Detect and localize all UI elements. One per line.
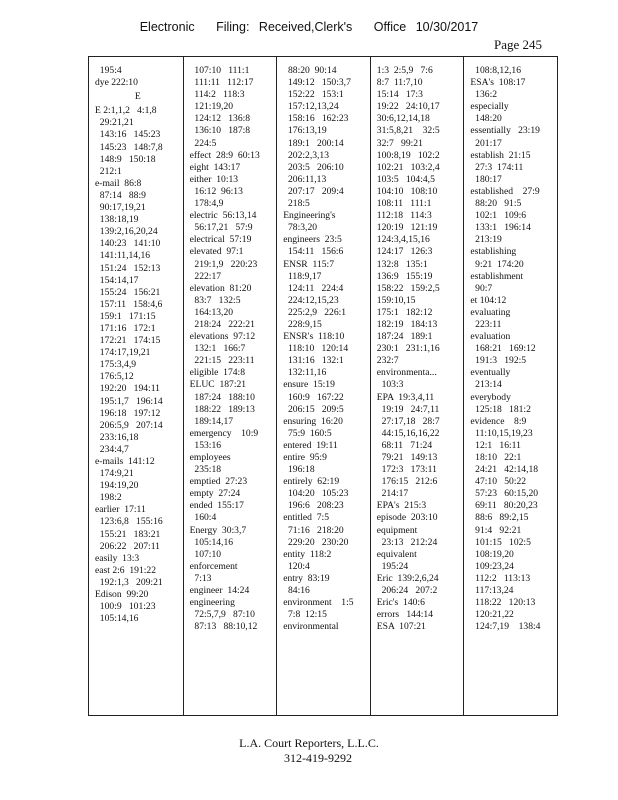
index-entry: enforcement xyxy=(189,560,238,572)
index-entry: 19:22 24:10,17 xyxy=(376,101,440,113)
index-entry: essentially 23:19 xyxy=(470,125,540,137)
index-entry: 158:22 159:2,5 xyxy=(376,282,440,294)
index-entry: 172:21 174:15 xyxy=(95,335,161,347)
index-entry: emergency 10:9 xyxy=(189,427,259,439)
index-entry: 11:10,15,19,23 xyxy=(470,427,533,439)
index-entry: 157:11 158:4,6 xyxy=(95,298,163,310)
index-entry: 120:21,22 xyxy=(470,609,514,621)
index-entry: 103:5 104:4,5 xyxy=(376,173,435,185)
index-entry: empty 27:24 xyxy=(189,488,241,500)
index-entry: 44:15,16,16,22 xyxy=(376,427,440,439)
index-entry: 160:9 167:22 xyxy=(283,391,344,403)
index-entry: Engineering's xyxy=(283,210,336,222)
index-entry: 124:17 126:3 xyxy=(376,246,433,258)
index-entry: 136:10 187:8 xyxy=(189,125,251,137)
index-entry: 120:19 121:19 xyxy=(376,222,438,234)
index-entry: 196:18 197:12 xyxy=(95,407,161,419)
index-entry: 131:16 132:1 xyxy=(283,355,344,367)
index-entry: 164:13,20 xyxy=(189,306,234,318)
header-date: 10/30/2017 xyxy=(415,20,479,34)
index-entry: eventually xyxy=(470,367,511,379)
index-entry: Eric's 140:6 xyxy=(376,597,425,609)
index-entry: 214:17 xyxy=(376,488,409,500)
index-entry: 158:16 162:23 xyxy=(283,113,349,125)
index-entry: elevated 97:1 xyxy=(189,246,244,258)
index-entry: 139:2,16,20,24 xyxy=(95,226,158,238)
index-entry: engineers 23:5 xyxy=(283,234,342,246)
index-entry: effect 28:9 60:13 xyxy=(189,149,260,161)
index-entry: 100:8,19 102:2 xyxy=(376,149,440,161)
index-entry: 112:2 113:13 xyxy=(470,572,531,584)
index-entry: 78:3,20 xyxy=(283,222,318,234)
index-entry: established 27:9 xyxy=(470,185,540,197)
index-entry: especially xyxy=(470,101,509,113)
index-entry: 7:13 xyxy=(189,572,212,584)
index-entry: 100:9 101:23 xyxy=(95,601,156,613)
index-entry: 69:11 80:20,23 xyxy=(470,500,538,512)
index-entry: 203:5 206:10 xyxy=(283,161,344,173)
filing-header xyxy=(0,20,618,34)
index-entry: 218:5 xyxy=(283,198,310,210)
index-entry: 57:23 60:15,20 xyxy=(470,488,539,500)
index-entry: 153:16 xyxy=(189,439,222,451)
index-entry: 224:5 xyxy=(189,137,217,149)
header-filing: Filing: xyxy=(216,20,250,34)
index-entry: entered 19:11 xyxy=(283,439,338,451)
page-number: Page 245 xyxy=(494,37,543,52)
index-entry: 192:1,3 209:21 xyxy=(95,576,163,588)
index-entry: 148:20 xyxy=(470,113,502,125)
index-entry: east 2:6 191:22 xyxy=(95,564,157,576)
index-entry: episode 203:10 xyxy=(376,512,438,524)
index-entry: employees xyxy=(189,452,231,463)
index-entry: 219:1,9 220:23 xyxy=(189,258,258,270)
index-entry: 108:11 111:1 xyxy=(376,198,432,210)
index-entry: 75:9 160:5 xyxy=(283,427,332,439)
index-entry: ENSR's 118:10 xyxy=(283,331,345,343)
index-entry: 229:20 230:20 xyxy=(283,536,349,548)
index-entry: 228:9,15 xyxy=(283,318,322,330)
index-entry: 136:9 155:19 xyxy=(376,270,433,282)
index-entry: Edison 99:20 xyxy=(95,589,149,601)
index-entry: 182:19 184:13 xyxy=(376,318,438,330)
index-entry: entity 118:2 xyxy=(283,548,332,560)
index-entry: 172:3 173:11 xyxy=(376,464,437,476)
index-entry: ESA 107:21 xyxy=(376,621,426,633)
index-entry: 125:18 181:2 xyxy=(470,403,531,415)
index-entry: 90:17,19,21 xyxy=(95,202,146,214)
index-entry: 111:11 112:17 xyxy=(189,77,254,89)
index-entry: elevations 97:12 xyxy=(189,331,256,343)
index-entry: 101:15 102:5 xyxy=(470,536,531,548)
index-entry: establishing xyxy=(470,246,517,258)
index-entry: elevation 81:20 xyxy=(189,282,252,294)
header-office: Office xyxy=(373,20,407,34)
index-entry: eligible 174:8 xyxy=(189,367,246,379)
index-entry: 132:1 166:7 xyxy=(189,343,246,355)
index-entry: 79:21 149:13 xyxy=(376,452,438,463)
index-entry: 132:11,16 xyxy=(283,367,327,379)
index-entry: emptied 27:23 xyxy=(189,476,248,488)
header-received: Received,Clerk's xyxy=(258,20,353,34)
index-entry: 136:2 xyxy=(470,89,498,101)
index-entry: 124:11 224:4 xyxy=(283,282,344,294)
index-entry: EPA 19:3,4,11 xyxy=(376,391,435,403)
index-entry: 88:20 91:5 xyxy=(470,198,522,210)
index-entry: 107:10 111:1 xyxy=(189,65,250,76)
index-entry: ENSR 115:7 xyxy=(283,258,335,270)
index-entry: 30:6,12,14,18 xyxy=(376,113,430,125)
index-entry: 160:4 xyxy=(189,512,217,524)
index-entry: 23:13 212:24 xyxy=(376,536,438,548)
index-entry: engineering xyxy=(189,597,235,609)
index-entry: 141:11,14,16 xyxy=(95,250,151,262)
index-entry: equipment xyxy=(376,524,418,536)
index-entry: 68:11 71:24 xyxy=(376,439,433,451)
index-entry: environment 1:5 xyxy=(283,597,354,609)
index-entry: 107:10 xyxy=(189,548,222,560)
index-entry: 24:21 42:14,18 xyxy=(470,464,539,476)
index-entry: 87:13 88:10,12 xyxy=(189,621,258,633)
index-column-5 xyxy=(463,57,557,715)
index-entry: establishment xyxy=(470,270,524,282)
index-entry: 187:24 188:10 xyxy=(189,391,255,403)
index-entry: earlier 17:11 xyxy=(95,504,146,516)
index-entry: 18:10 22:1 xyxy=(470,452,522,463)
index-entry: ensuring 16:20 xyxy=(283,415,343,427)
index-entry: 121:19,20 xyxy=(189,101,234,113)
index-entry: 187:24 189:1 xyxy=(376,331,433,343)
index-entry: 140:23 141:10 xyxy=(95,238,161,250)
index-entry: 12:1 16:11 xyxy=(470,439,521,451)
index-entry: 151:24 152:13 xyxy=(95,262,161,274)
index-entry: 202:2,3,13 xyxy=(283,149,330,161)
index-entry: 176:5,12 xyxy=(95,371,134,383)
index-entry: 191:3 192:5 xyxy=(470,355,527,367)
index-entry: 206:11,13 xyxy=(283,173,327,185)
index-entry: everybody xyxy=(470,391,511,403)
index-entry: 47:10 50:22 xyxy=(470,476,527,488)
index-entry: 84:16 xyxy=(283,585,310,597)
index-entry: 143:16 145:23 xyxy=(95,129,161,141)
index-entry: 225:2,9 226:1 xyxy=(283,306,347,318)
index-entry: 196:18 xyxy=(283,464,315,476)
index-entry: 104:10 108:10 xyxy=(376,185,438,197)
index-entry: evaluating xyxy=(470,306,511,318)
index-column-4 xyxy=(370,57,464,715)
index-entry: engineer 14:24 xyxy=(189,585,250,597)
index-entry: 7:8 12:15 xyxy=(283,609,327,621)
index-entry: 88:20 90:14 xyxy=(283,65,337,76)
index-entry: E 2:1,1,2 4:1,8 xyxy=(95,105,157,117)
index-entry: dye 222:10 xyxy=(95,77,138,89)
index-entry: 195:4 xyxy=(95,65,122,76)
index-entry: 168:21 169:12 xyxy=(470,343,536,355)
index-entry: 124:7,19 138:4 xyxy=(470,621,541,633)
index-entry: 154:11 156:6 xyxy=(283,246,344,258)
index-entry: 19:19 24:7,11 xyxy=(376,403,440,415)
index-entry: 118:9,17 xyxy=(283,270,322,282)
index-entry: 8:7 11:7,10 xyxy=(376,77,423,89)
index-entry: 230:1 231:1,16 xyxy=(376,343,440,355)
index-entry: 174:9,21 xyxy=(95,468,134,480)
index-entry: ended 155:17 xyxy=(189,500,244,512)
index-entry: 213:19 xyxy=(470,234,502,246)
index-entry: 105:14,16 xyxy=(189,536,234,548)
index-entry: 138:18,19 xyxy=(95,214,139,226)
index-entry: 90:7 xyxy=(470,282,493,294)
index-entry: 213:14 xyxy=(470,379,502,391)
index-entry: 71:16 218:20 xyxy=(283,524,344,536)
word-index-table xyxy=(88,56,558,716)
index-entry: et 104:12 xyxy=(470,294,507,306)
index-entry: 206:24 207:2 xyxy=(376,585,438,597)
index-entry: 196:6 208:23 xyxy=(283,500,344,512)
footer-company: L.A. Court Reporters, L.L.C. xyxy=(239,736,379,750)
index-entry: 234:4,7 xyxy=(95,443,129,455)
index-entry: 114:2 118:3 xyxy=(189,89,245,101)
index-entry: evidence 8:9 xyxy=(470,415,527,427)
index-entry: 155:24 156:21 xyxy=(95,286,161,298)
index-entry: 159:10,15 xyxy=(376,294,416,306)
index-entry: 149:12 150:3,7 xyxy=(283,77,351,89)
index-entry: 232:7 xyxy=(376,355,399,367)
index-entry: 56:17,21 57:9 xyxy=(189,222,253,234)
index-entry: 118:22 120:13 xyxy=(470,597,536,609)
index-entry: 159:1 171:15 xyxy=(95,310,156,322)
index-entry: Eric 139:2,6,24 xyxy=(376,572,439,584)
index-entry: 148:9 150:18 xyxy=(95,153,156,165)
index-entry: evaluation xyxy=(470,331,511,343)
index-entry: 176:15 212:6 xyxy=(376,476,438,488)
index-entry: 108:8,12,16 xyxy=(470,65,522,76)
index-entry: 154:14,17 xyxy=(95,274,139,286)
index-entry: 105:14,16 xyxy=(95,613,139,625)
index-entry: 180:17 xyxy=(470,173,502,185)
index-entry: 118:10 120:14 xyxy=(283,343,349,355)
index-entry: 222:17 xyxy=(189,270,222,282)
index-entry: eight 143:17 xyxy=(189,161,241,173)
index-entry: 109:23,24 xyxy=(470,560,514,572)
index-entry: 9:21 174:20 xyxy=(470,258,524,270)
index-entry: entire 95:9 xyxy=(283,452,327,463)
index-entry: ESA's 108:17 xyxy=(470,77,526,89)
index-entry: easily 13:3 xyxy=(95,552,140,564)
index-entry: 104:20 105:23 xyxy=(283,488,349,500)
index-entry: 192:20 194:11 xyxy=(95,383,160,395)
index-entry: 198:2 xyxy=(95,492,122,504)
index-entry: electrical 57:19 xyxy=(189,234,252,246)
index-column-3 xyxy=(276,57,370,715)
index-entry: 102:1 109:6 xyxy=(470,210,527,222)
index-entry: 175:1 182:12 xyxy=(376,306,433,318)
index-entry: 218:24 222:21 xyxy=(189,318,255,330)
index-entry: either 10:13 xyxy=(189,173,239,185)
index-entry: 32:7 99:21 xyxy=(376,137,423,149)
index-entry: ELUC 187:21 xyxy=(189,379,247,391)
index-entry: 189:1 200:14 xyxy=(283,137,344,149)
index-entry: 171:16 172:1 xyxy=(95,322,156,334)
index-entry: 29:21,21 xyxy=(95,117,134,129)
index-entry: EPA's 215:3 xyxy=(376,500,427,512)
index-entry: 175:3,4,9 xyxy=(95,359,137,371)
index-entry: e-mail 86:8 xyxy=(95,177,142,189)
footer-phone: 312-419-9292 xyxy=(284,751,352,765)
index-entry: 206:15 209:5 xyxy=(283,403,344,415)
index-entry: 124:12 136:8 xyxy=(189,113,251,125)
index-entry: 120:4 xyxy=(283,560,310,572)
index-entry: establish 21:15 xyxy=(470,149,531,161)
index-entry: 194:19,20 xyxy=(95,480,139,492)
index-column-1 xyxy=(89,57,183,715)
index-entry: 235:18 xyxy=(189,464,222,476)
index-entry: 223:11 xyxy=(470,318,502,330)
index-entry: 102:21 103:2,4 xyxy=(376,161,440,173)
index-entry: entitled 7:5 xyxy=(283,512,330,524)
index-entry: 83:7 132:5 xyxy=(189,294,241,306)
index-entry: 201:17 xyxy=(470,137,502,149)
index-entry: 87:14 88:9 xyxy=(95,189,146,201)
index-entry: electric 56:13,14 xyxy=(189,210,257,222)
index-entry: 112:18 114:3 xyxy=(376,210,432,222)
index-entry: 145:23 148:7,8 xyxy=(95,141,163,153)
index-entry: 103:3 xyxy=(376,379,404,391)
index-entry: 157:12,13,24 xyxy=(283,101,339,113)
index-entry: 188:22 189:13 xyxy=(189,403,255,415)
index-entry: environmenta... xyxy=(376,367,437,379)
index-entry: 72:5,7,9 87:10 xyxy=(189,609,255,621)
index-entry: 88:6 89:2,15 xyxy=(470,512,529,524)
header-electronic: Electronic xyxy=(139,20,195,34)
letter-heading: E xyxy=(134,91,141,103)
index-entry: 176:13,19 xyxy=(283,125,327,137)
index-column-2 xyxy=(183,57,277,715)
index-entry: 189:14,17 xyxy=(189,415,234,427)
index-entry: 206:5,9 207:14 xyxy=(95,419,163,431)
index-entry: 174:17,19,21 xyxy=(95,347,151,359)
index-entry: 207:17 209:4 xyxy=(283,185,344,197)
index-entry: 152:22 153:1 xyxy=(283,89,344,101)
index-entry: 221:15 223:11 xyxy=(189,355,255,367)
index-entry: e-mails 141:12 xyxy=(95,456,155,467)
index-entry: 212:1 xyxy=(95,165,122,177)
index-entry: 124:3,4,15,16 xyxy=(376,234,430,246)
index-entry: 31:5,8,21 32:5 xyxy=(376,125,440,137)
index-entry: 108:19,20 xyxy=(470,548,514,560)
index-entry: ensure 15:19 xyxy=(283,379,335,391)
index-entry: 1:3 2:5,9 7:6 xyxy=(376,65,433,76)
index-entry: 178:4,9 xyxy=(189,198,224,210)
index-entry: 155:21 183:21 xyxy=(95,528,161,540)
index-entry: entry 83:19 xyxy=(283,572,330,584)
index-entry: 123:6,8 155:16 xyxy=(95,516,163,528)
index-entry: 117:13,24 xyxy=(470,585,514,597)
index-entry: 133:1 196:14 xyxy=(470,222,531,234)
index-entry: 132:8 135:1 xyxy=(376,258,428,270)
index-entry: 195:1,7 196:14 xyxy=(95,395,163,407)
index-entry: 195:24 xyxy=(376,560,409,572)
index-entry: Energy 30:3,7 xyxy=(189,524,247,536)
index-entry: 27:3 174:11 xyxy=(470,161,524,173)
index-entry: 206:22 207:11 xyxy=(95,540,160,552)
index-entry: environmental xyxy=(283,621,339,633)
index-entry: equivalent xyxy=(376,548,417,560)
index-entry: errors 144:14 xyxy=(376,609,433,621)
index-entry: 224:12,15,23 xyxy=(283,294,339,306)
index-entry: 91:4 92:21 xyxy=(470,524,522,536)
index-entry: entirely 62:19 xyxy=(283,476,340,488)
index-entry: 16:12 96:13 xyxy=(189,185,243,197)
index-entry: 27:17,18 28:7 xyxy=(376,415,440,427)
index-entry: 233:16,18 xyxy=(95,431,139,443)
index-entry: 15:14 17:3 xyxy=(376,89,423,101)
